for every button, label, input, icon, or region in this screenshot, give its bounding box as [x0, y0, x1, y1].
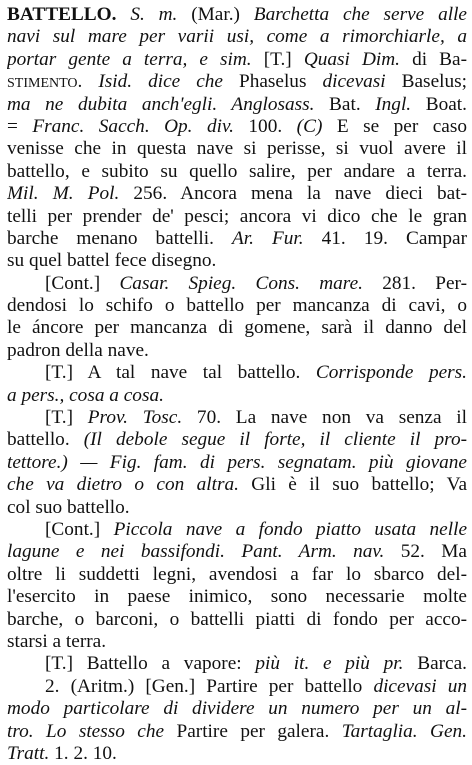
text-run: (Mar.) [177, 4, 254, 25]
entry-line [7, 676, 467, 698]
text-run: barche, o barconi, o battelli piatti di fondo per acco- [7, 608, 467, 630]
entry-line [7, 116, 467, 138]
text-run: 2. (Aritm.) [Gen.] Partire per battello [45, 675, 374, 697]
text-run: navi sul mare per varii usi, come a rimorchiarle, a [7, 26, 467, 48]
entry-line [7, 452, 467, 474]
text-run: di Ba- [400, 48, 467, 70]
text-run: E se per caso [322, 115, 467, 137]
entry-line [7, 250, 467, 272]
entry-line [7, 228, 467, 250]
text-run: stimento. [7, 71, 99, 93]
text-run: oltre li suddetti legni, avendosi a far lo sbarco del- [7, 563, 467, 585]
text-run: barche menano battelli. [7, 227, 232, 249]
text-run: BATTELLO. [7, 4, 131, 25]
text-run: più it. e più pr. [255, 653, 404, 675]
text-run: Piccola nave a fondo piatto usata nelle [113, 518, 467, 540]
text-run: Bat. [314, 93, 376, 115]
text-run: dicevasi [322, 71, 386, 93]
text-run: Casar. Spieg. Cons. mare. [119, 272, 363, 294]
text-run: S. m. [130, 4, 178, 25]
entry-line [7, 26, 467, 48]
text-run: 70. La nave non va senza il [182, 407, 467, 429]
text-run: padron della nave. [7, 339, 149, 361]
text-run: [T.] [251, 48, 304, 70]
text-run: che va dietro o con altra. [7, 474, 239, 496]
text-run: Boat. [411, 93, 467, 115]
text-run: tro. Lo stesso che [7, 720, 165, 742]
text-run: (Il debole segue il forte, il cliente il pro- [83, 429, 467, 451]
entry-line [7, 340, 467, 362]
text-run: Baselus; [385, 71, 467, 93]
text-run: 41. 19. Campar [303, 227, 467, 249]
text-run: Franc. Sacch. Op. div. [32, 115, 234, 137]
text-run: col suo battello. [7, 496, 130, 518]
entry-line [7, 4, 467, 26]
text-run: Ar. Fur. [231, 227, 304, 249]
entry-line [7, 71, 467, 93]
text-run: Gli è il suo battello; Va [238, 474, 467, 496]
text-run: Tratt. [7, 742, 50, 764]
entry-line [7, 653, 467, 675]
text-run: lagune e nei bassifondi. Pant. Arm. nav. [7, 541, 385, 563]
text-run: battello, e subito su quello salire, per andare a terra. [7, 160, 467, 182]
text-run: dendosi lo schifo o battello per mancanza di cavi, o [7, 295, 467, 317]
text-run: Mil. M. Pol. [7, 183, 120, 205]
entry-line [7, 206, 467, 228]
text-run: [Cont.] [45, 272, 120, 294]
text-run: Corrisponde pers. [315, 362, 467, 384]
text-run: l'esercito in paese inimico, sono necessarie molte [7, 586, 467, 608]
text-run: 1. 2. 10. [49, 742, 117, 764]
text-run: dicevasi un [373, 675, 467, 697]
text-run: 52. Ma [384, 541, 467, 563]
entry-line [7, 564, 467, 586]
text-run: Phaselus [222, 71, 323, 93]
text-run: venisse che in questa nave si perisse, si vuol avere il [7, 138, 467, 160]
entry-line [7, 273, 467, 295]
text-run: a pers., cosa a cosa. [7, 384, 164, 406]
entry-line [7, 407, 467, 429]
entry-line [7, 698, 467, 720]
text-run: Isid. dice che [98, 71, 223, 93]
text-run: telli per prender de' pesci; ancora vi dico che le gran [7, 205, 467, 227]
text-run: [T.] A tal nave tal battello. [45, 362, 316, 384]
text-run: su quel battel fece disegno. [7, 250, 217, 272]
entry-line [7, 49, 467, 71]
text-run: modo particolare di dividere un numero per un al- [7, 698, 467, 720]
text-run: 100. [233, 115, 297, 137]
entry-line [7, 474, 467, 496]
text-run: 281. Per- [362, 272, 467, 294]
text-run: Partire per galera. [164, 720, 342, 742]
entry-line [7, 94, 467, 116]
text-run: [T.] [45, 407, 88, 429]
text-run: Tartaglia. Gen. [341, 720, 467, 742]
entry-line [7, 541, 467, 563]
text-run: Prov. Tosc. [87, 407, 183, 429]
entry-line [7, 385, 467, 407]
text-run: Barchetta che serve alle [253, 4, 467, 25]
entry-line [7, 317, 467, 339]
text-run: battello. [7, 429, 84, 451]
text-run: [Cont.] [45, 518, 114, 540]
entry-line [7, 429, 467, 451]
entry-line [7, 362, 467, 384]
entry-line [7, 721, 467, 743]
text-run: portar gente a terra, e sim. [7, 48, 252, 70]
entry-line [7, 519, 467, 541]
entry-line [7, 631, 467, 653]
entry-line [7, 497, 467, 519]
text-run: 256. Ancora mena la nave dieci bat- [119, 183, 467, 205]
entry-line [7, 609, 467, 631]
text-run: Ingl. [375, 93, 412, 115]
entry-line [7, 161, 467, 183]
text-run: tettore.) — Fig. fam. di pers. segnatam. più giovane [7, 451, 467, 473]
entry-line [7, 586, 467, 608]
entry-line [7, 183, 467, 205]
text-run: = [7, 115, 33, 137]
entry-line [7, 295, 467, 317]
text-run: ma ne dubita anch'egli. Anglosass. [7, 93, 315, 115]
text-run: (C) [296, 115, 323, 137]
text-run: starsi a terra. [7, 630, 107, 652]
entry-line [7, 743, 467, 765]
text-run: Barca. [403, 653, 467, 675]
text-run: le áncore per mancanza di gomene, sarà il danno del [7, 317, 467, 339]
text-run: Quasi Dim. [303, 48, 400, 70]
entry-line [7, 138, 467, 160]
text-run: [T.] Battello a vapore: [45, 653, 256, 675]
